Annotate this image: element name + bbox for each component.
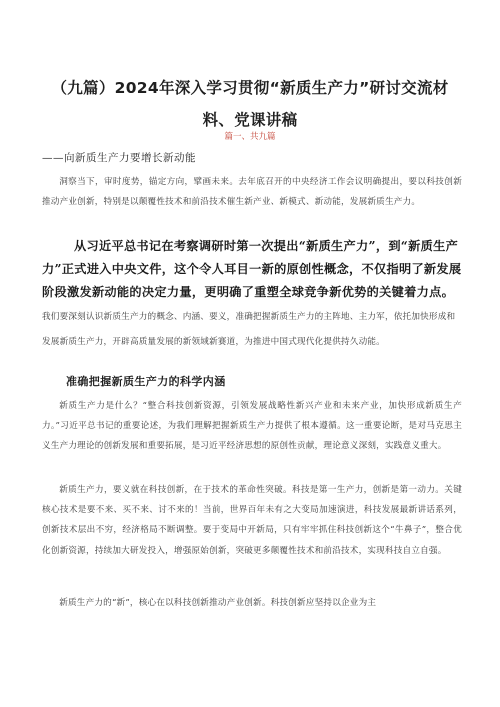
emphasis-text: 从习近平总书记在考察调研时第一次提出“新质生产力”，到“新质生产力”正式进入中央文件，这个令人耳目一新的原创性概念，不仅指明了新发展阶段激发新动能的决定力量，更明确了重塑全球竞争新优势的关键着力点。 (42, 239, 462, 299)
section-heading-1: 准确把握新质生产力的科学内涵 (66, 375, 226, 388)
paragraph-industry: 新质生产力的“新”，核心在以科技创新推动产业创新。科技创新应坚持以企业为主 (59, 598, 377, 608)
sub-theme-line: ——向新质生产力要增长新动能 (42, 152, 196, 164)
section-label: 篇一、共九篇 (224, 132, 276, 142)
paragraph-innovation: 新质生产力，要义就在科技创新，在于技术的革命性突破。科技是第一生产力，创新是第一动力。关键核心技术是要不来、买不来、讨不来的！当前，世界百年未有之大变局加速演进，科技发展最新讲话系列，创新技术层出不穷，经济格局不断调整。要于变局中开新局，只有牢牢抓住科技创新这个“牛鼻子”，整合优化创新资源，持续加大研发投入，增强原始创新，突破更多颠覆性技术和前沿技术，实现科技自立自强。 (42, 485, 462, 556)
paragraph-intro: 洞察当下，审时度势，锚定方向，擘画未来。去年底召开的中央经济工作会议明确提出，要以科技创新推动产业创新，特别是以颠覆性技术和前沿技术催生新产业、新模式、新动能，发展新质生产力。 (42, 177, 462, 208)
paragraph-emphasis (42, 234, 462, 353)
emphasis-followup-text: 我们要深刻认识新质生产力的概念、内涵、要义，准确把握新质生产力的主阵地、主力军，依托加快形成和发展新质生产力，开辟高质量发展的新领域新赛道，为推进中国式现代化提供持久动能。 (42, 312, 456, 347)
paragraph-connotation: 新质生产力是什么？“整合科技创新资源，引领发展战略性新兴产业和未来产业，加快形成新质生产力。”习近平总书记的重要论述，为我们理解把握新质生产力提供了根本遵循。这一重要论断，是对马克思主义生产力理论的创新发展和重要拓展，是习近平经济思想的原创性贡献，理论意义深刻，实践意义重大。 (42, 401, 462, 452)
document-title-line1: （九篇）2024年深入学习贯彻“新质生产力”研讨交流材 (51, 79, 449, 97)
document-title-line2: 料、党课讲稿 (202, 111, 298, 129)
